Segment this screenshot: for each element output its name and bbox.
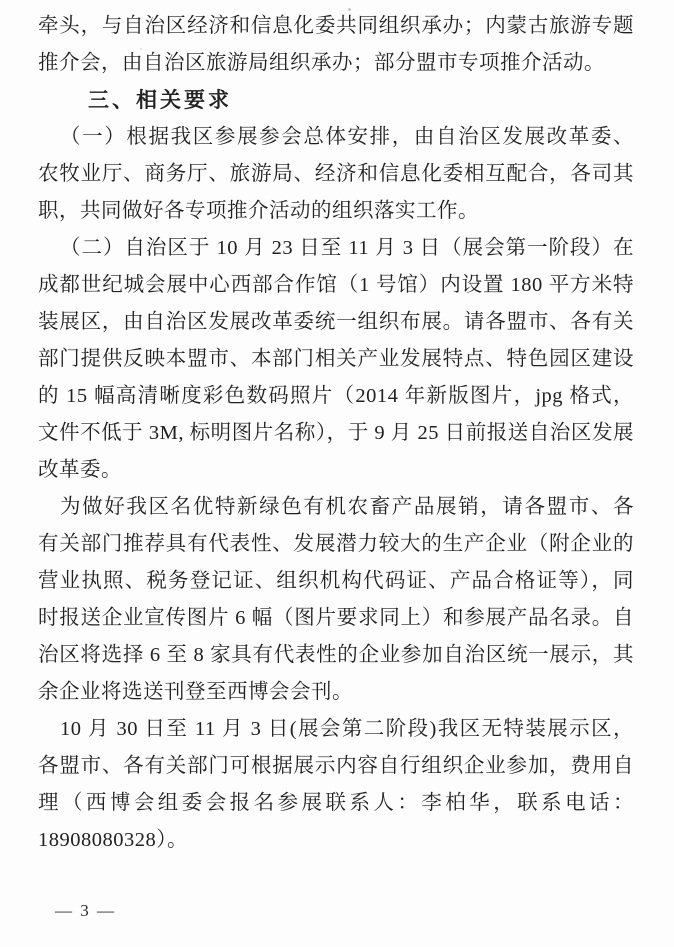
text-line: 18908080328）。 — [38, 829, 188, 851]
text-line: 治区将选择 6 至 8 家具有代表性的企业参加自治区统一展示，其 — [38, 644, 634, 666]
text-line: 成都世纪城会展中心西部合作馆（1 号馆）内设置 180 平方米特 — [38, 274, 634, 296]
text-line: 部门提供反映本盟市、本部门相关产业发展特点、特色园区建设 — [38, 348, 634, 370]
text-line: 农牧业厅、商务厅、旅游局、经济和信息化委相互配合，各司其 — [38, 163, 634, 185]
text-line: 装展区，由自治区发展改革委统一组织布展。请各盟市、各有关 — [38, 311, 634, 333]
text-line: 改革委。 — [38, 459, 122, 481]
scan-speck — [348, 8, 351, 11]
text-line: 职，共同做好各专项推介活动的组织落实工作。 — [38, 200, 479, 222]
text-line: 时报送企业宣传图片 6 幅（图片要求同上）和参展产品名录。自 — [38, 607, 634, 629]
paragraph-item-2-first-stage-exhibition — [38, 230, 634, 489]
text-line: 营业执照、税务登记证、组织机构代码证、产品合格证等），同 — [38, 570, 634, 592]
paragraph-continued-from-previous-page — [38, 8, 634, 82]
text-line: 牵头，与自治区经济和信息化委共同组织承办；内蒙古旅游专题 — [38, 15, 634, 37]
paragraph-green-organic-products — [38, 489, 634, 711]
section-heading-related-requirements — [38, 82, 634, 119]
text-line: 推介会，由自治区旅游局组织承办；部分盟市专项推介活动。 — [38, 52, 605, 74]
document-body — [38, 8, 634, 859]
text-line: 三、相关要求 — [88, 89, 232, 112]
paragraph-item-1-overall-arrangement — [38, 119, 634, 230]
text-line: 余企业将选送刊登至西博会会刊。 — [38, 681, 353, 703]
scan-speck — [140, 48, 142, 50]
text-line: （二）自治区于 10 月 23 日至 11 月 3 日（展会第一阶段）在 — [60, 237, 634, 259]
text-line: （一）根据我区参展参会总体安排，由自治区发展改革委、 — [60, 126, 634, 148]
text-line: 10 月 30 日至 11 月 3 日(展会第二阶段)我区无特装展示区， — [60, 718, 634, 740]
text-line: 的 15 幅高清晰度彩色数码照片（2014 年新版图片，jpg 格式， — [38, 385, 634, 407]
text-line: 有关部门推荐具有代表性、发展潜力较大的生产企业（附企业的 — [38, 533, 634, 555]
text-line: 文件不低于 3M, 标明图片名称），于 9 月 25 日前报送自治区发展 — [38, 422, 634, 444]
text-line: 各盟市、各有关部门可根据展示内容自行组织企业参加，费用自 — [38, 755, 634, 777]
text-line: 理（西博会组委会报名参展联系人：李柏华，联系电话： — [38, 792, 634, 814]
paragraph-second-stage-exhibition — [38, 711, 634, 859]
text-line: 为做好我区名优特新绿色有机农畜产品展销，请各盟市、各 — [60, 496, 634, 518]
page-number: — 3 — — [55, 901, 116, 920]
